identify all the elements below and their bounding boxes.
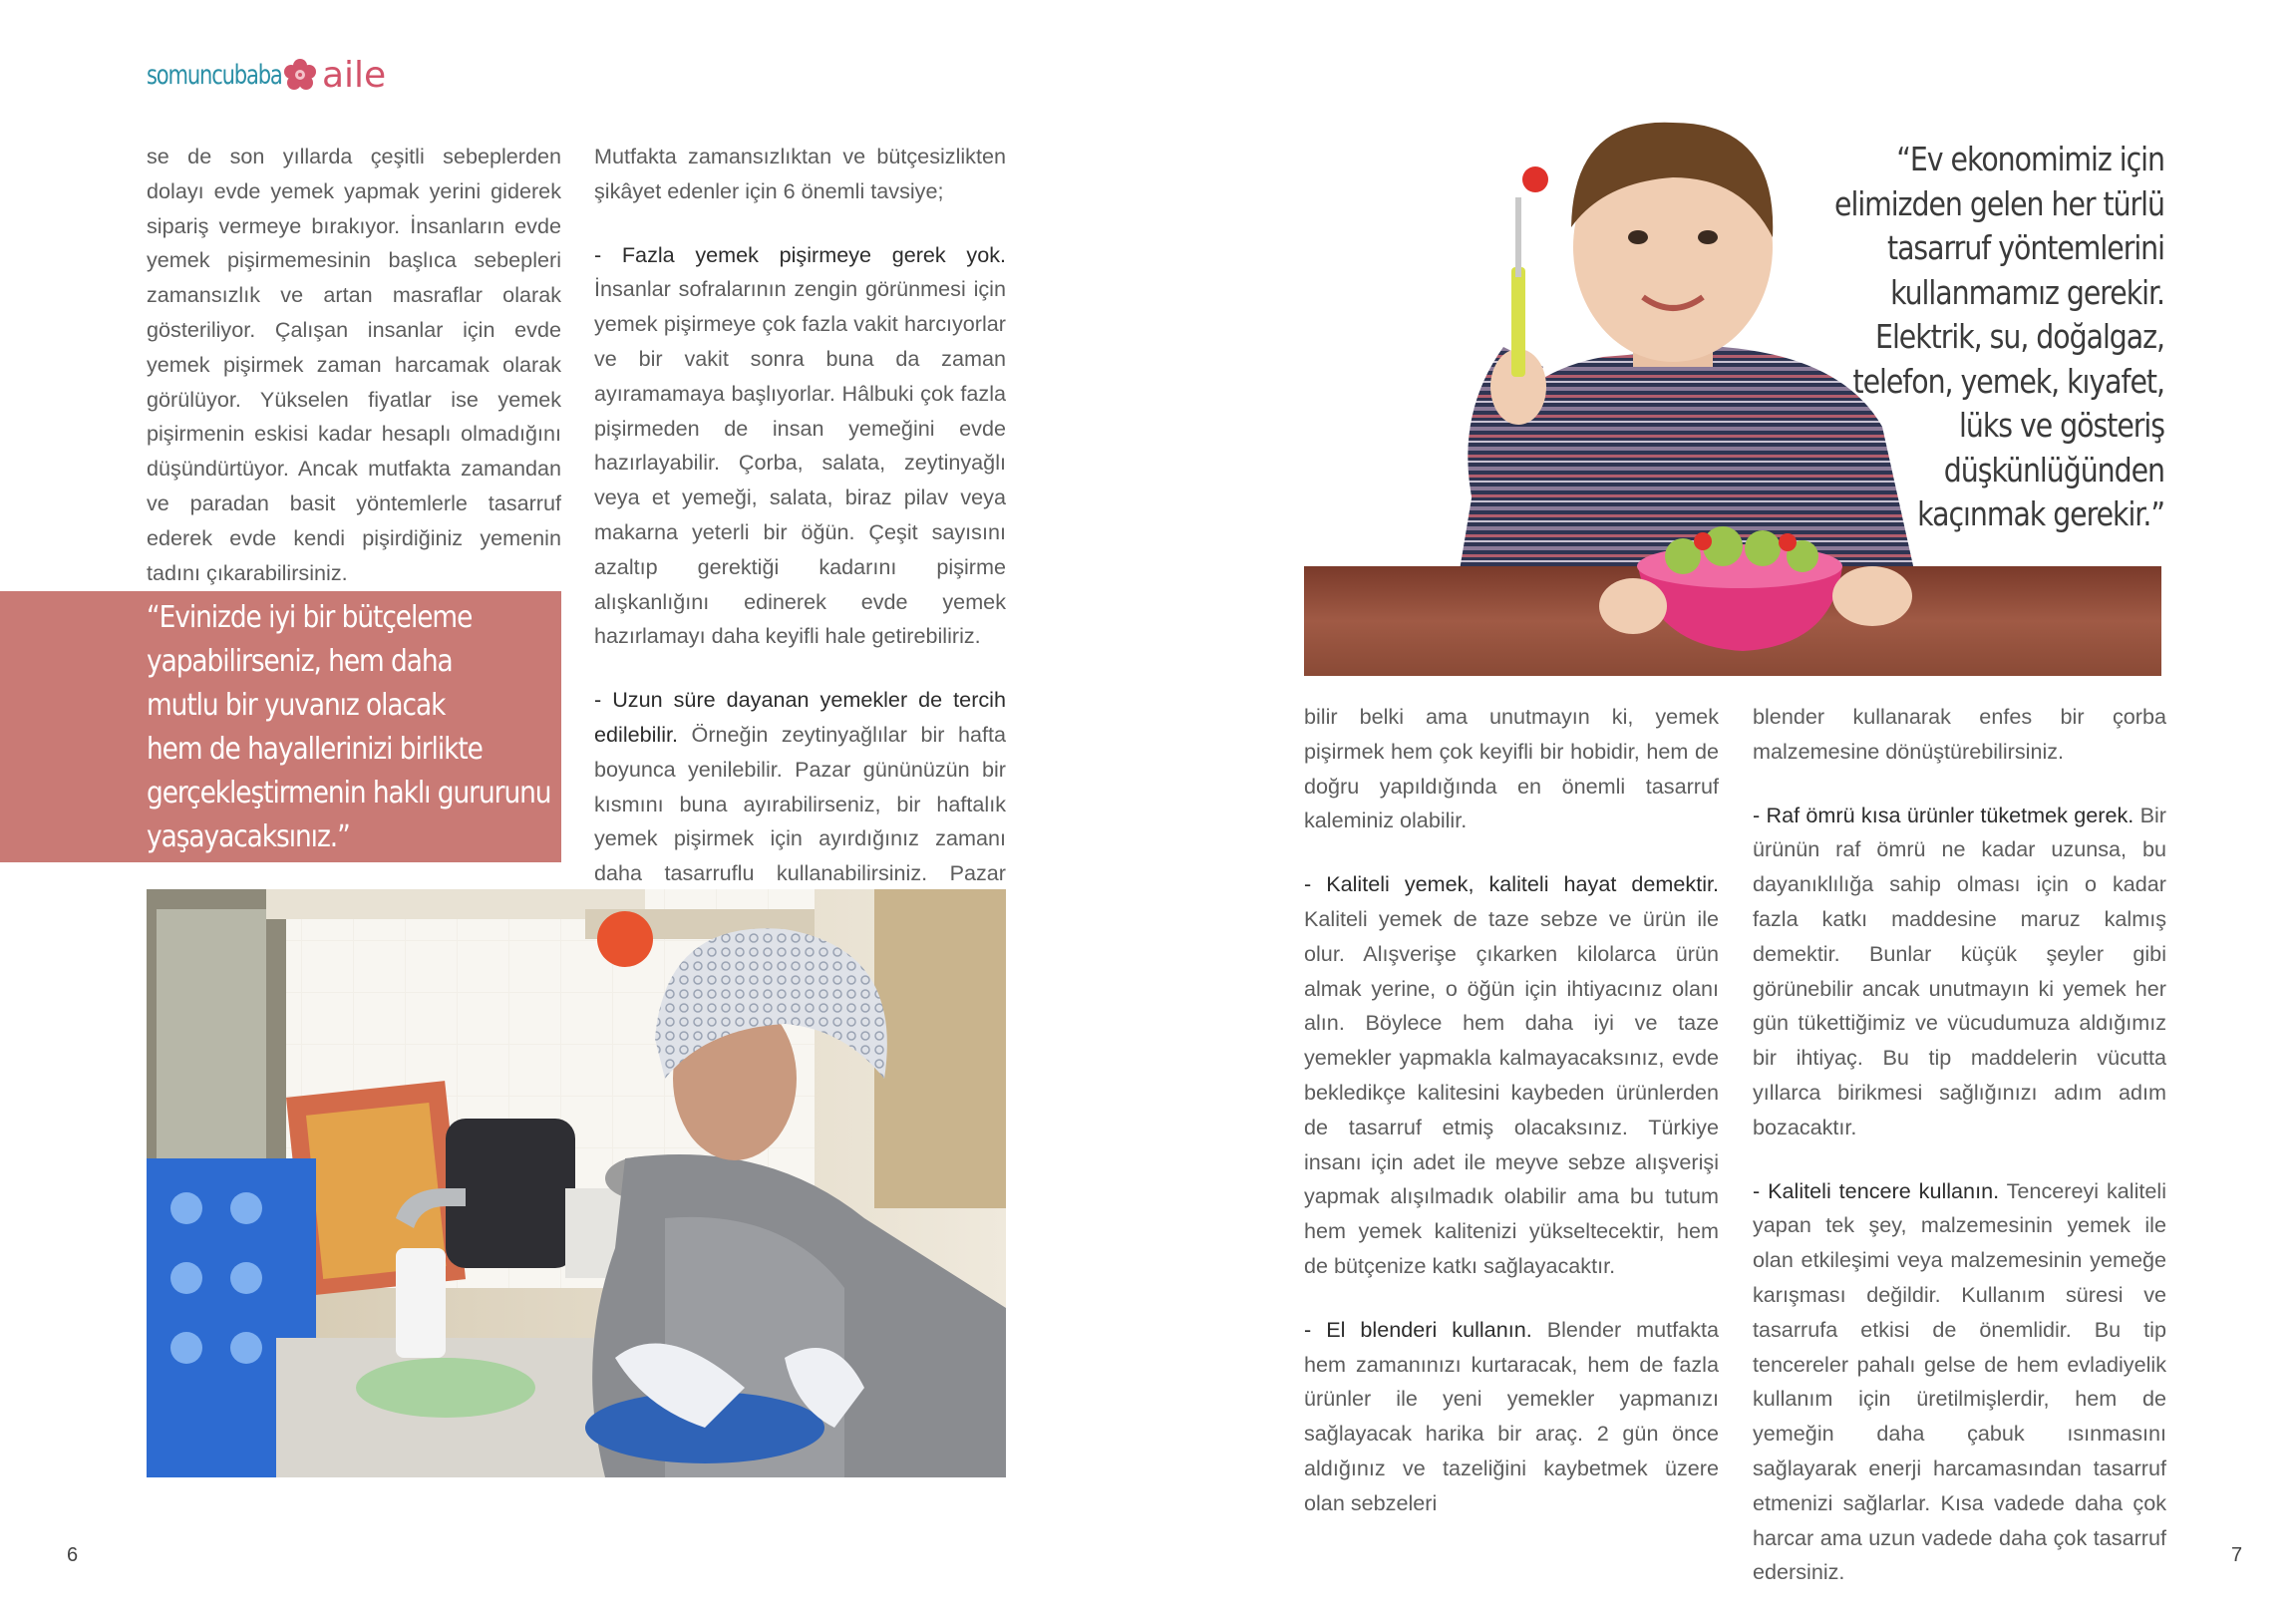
intro-paragraph: Mutfakta zamansızlıktan ve bütçesizlikten şikâyet edenler için 6 önemli tavsiye; <box>594 144 1006 203</box>
tip-paragraph <box>1304 867 1719 1284</box>
tip-heading: - Kaliteli yemek, kaliteli hayat demektir. <box>1304 871 1719 897</box>
tip-text: İnsanlar sofralarının zengin görünmesi için yemek pişirmeye çok fazla vakit harcıyorlar ve bir vakit sonra buna da zaman ayıramamaya başlıyorlar. Hâlbuki çok fazla pişirmeden de insan yemeğini evde hazırlayabilir. Çorba, salata, zeytinyağlı veya et yemeği, salata, biraz pilav veya makarna yeterli bir öğün. Çeşit sayısını azaltıp gerektiği kadarını pişirme alışkanlığını edinerek evde yemek hazırlamayı daha keyifli hale getirebiliriz. <box>594 276 1006 649</box>
tip-paragraph <box>1304 1313 1719 1521</box>
pull-quote-line: “Evinizde iyi bir bütçeleme <box>147 600 473 635</box>
pull-quote-box-left <box>0 591 561 862</box>
tip-text: Kaliteli yemek de taze sebze ve ürün ile olur. Alışverişe çıkarken kilolarca ürün almak yerine, o öğün için ihtiyacınız olanı alın. Böylece hem daha iyi ve taze yemekler yapmakla kalmayacaksınız, evde bekledikçe kalitesini kaybeden ürünlerden de tasarruf etmiş olacaksınız. Türkiye insanı için adet ile meyve sebze alışverişi yapmak alışılmadık olabilir ama bu tutum hem yemek kalitenizi yükseltecektir, hem de bütçenize katkı sağlayacaktır. <box>1304 905 1719 1278</box>
tip-heading: - Fazla yemek pişirmeye gerek yok. <box>594 241 1006 267</box>
pull-quote-line: hem de hayallerinizi birlikte <box>147 732 483 767</box>
right-column-2 <box>1753 700 2166 1590</box>
tip-heading: - Raf ömrü kısa ürünler tüketmek gerek. <box>1753 802 2134 827</box>
pull-quote-line: yaşayacaksınız.” <box>147 819 350 854</box>
page-number: 7 <box>2231 1544 2243 1566</box>
pull-quote-line: düşkünlüğünden <box>1943 450 2164 489</box>
pull-quote-line: elimizden gelen her türlü <box>1834 183 2164 223</box>
body-paragraph: se de son yıllarda çeşitli sebeplerden dolayı evde yemek yapmak yerini giderek sipariş vermeye bırakıyor. İnsanların evde yemek pişirmemesinin başlıca sebepleri zamansızlık ve artan masraflar olarak gösteriliyor. Çalışan insanlar için evde yemek pişirmek zaman harcamak olarak görülüyor. Yükselen fiyatlar ise yemek pişirmenin eskisi kadar hesaplı olmadığını düşündürtüyor. Ancak mutfakta zamandan ve paradan basit yöntemlerle tasarruf ederek evde kendi pişirdiğiniz yemenin tadını çıkarabilirsiniz. <box>147 144 561 585</box>
tip-paragraph <box>1753 799 2166 1145</box>
pull-quote-line: yapabilirseniz, hem daha <box>147 644 453 679</box>
pull-quote-line: tasarruf yöntemlerini <box>1886 228 2164 267</box>
tip-heading: - El blenderi kullanın. <box>1304 1316 1532 1342</box>
tip-text: Bir ürünün raf ömrü ne kadar uzunsa, bu dayanıklılığa sahip olması için o kadar fazla katkı maddesine maruz kalmış demektir. Bunlar küçük şeyler gibi görünebilir ancak unutmayın ki yemek her gün tükettiğimiz ve vücudumuza aldığımız bir ihtiyaç. Bu tip maddelerin vücutta yıllarca birikmesi sağlığınızı adım adım bozacaktır. <box>1753 802 2166 1139</box>
logo-aile-text: aile <box>321 54 387 96</box>
pull-quote-line: “Ev ekonomimiz için <box>1896 140 2164 178</box>
page-number: 6 <box>67 1544 79 1566</box>
pull-quote-line: Elektrik, su, doğalgaz, <box>1875 317 2164 356</box>
pull-quote-right <box>1766 138 2164 537</box>
tip-heading: - Uzun süre dayanan yemekler de tercih edilebilir. <box>594 687 1006 747</box>
tip-heading: - Kaliteli tencere kullanın. <box>1753 1177 2000 1203</box>
kitchen-photo <box>147 889 1006 1477</box>
tip-text: Örneğin zeytinyağlılar bir hafta boyunca yenilebilir. Pazar gününüzün bir kısmını buna ayırabilirseniz, bir haftalık yemek pişirmek için ayırdığınız zamanı daha tasarruflu kullanabilirsiniz. Pazar <box>594 721 1006 886</box>
pull-quote-line: kaçınmak gerekir.” <box>1917 494 2164 533</box>
logo-brand-text: somuncubaba <box>147 59 282 91</box>
tip-paragraph <box>594 238 1006 655</box>
tip-paragraph <box>1753 1174 2166 1591</box>
tip-text: Tencereyi kaliteli yapan tek şey, malzemesinin yemek ile olan etkileşimi veya malzemesinin yemeğe karışması değildir. Kullanım süresi ve tasarrufa etkisi de önemlidir. Bu tip tencereler pahalı gelse de hem evladiyelik kullanım için üretilmişlerdir, hem de yemeğin daha çabuk ısınmasını sağlayarak enerji harcamasından tasarruf etmenizi sağlarlar. Kısa vadede daha çok harcar ama uzun vadede daha çok tasarruf edersiniz. <box>1753 1177 2166 1585</box>
pull-quote-line: gerçekleştirmenin haklı gururunu <box>147 776 551 810</box>
pull-quote-line: telefon, yemek, kıyafet, <box>1852 361 2164 401</box>
body-paragraph: blender kullanarak enfes bir çorba malzemesine dönüştürebilirsiniz. <box>1753 704 2166 764</box>
left-column-2 <box>594 140 1006 961</box>
tip-text: Blender mutfakta hem zamanınızı kurtaracak, hem de fazla ürünler ile yeni yemekler yapmanızı sağlayacak harika bir araç. 2 gün önce aldığınız ve tazeliğini kaybetmek üzere olan sebzeleri <box>1304 1316 1719 1515</box>
pull-quote-line: lüks ve gösteriş <box>1959 406 2164 445</box>
left-column-1 <box>147 140 561 590</box>
pull-quote-line: mutlu bir yuvanız olacak <box>147 688 446 723</box>
flower-logo-icon <box>282 57 318 93</box>
right-column-1 <box>1304 700 1719 1521</box>
pull-quote-line: kullanmamız gerekir. <box>1890 272 2164 312</box>
magazine-logo <box>147 50 386 100</box>
body-paragraph: bilir belki ama unutmayın ki, yemek pişirmek hem çok keyifli bir hobidir, hem de doğru yapıldığında en önemli tasarruf kaleminiz olabilir. <box>1304 704 1719 833</box>
